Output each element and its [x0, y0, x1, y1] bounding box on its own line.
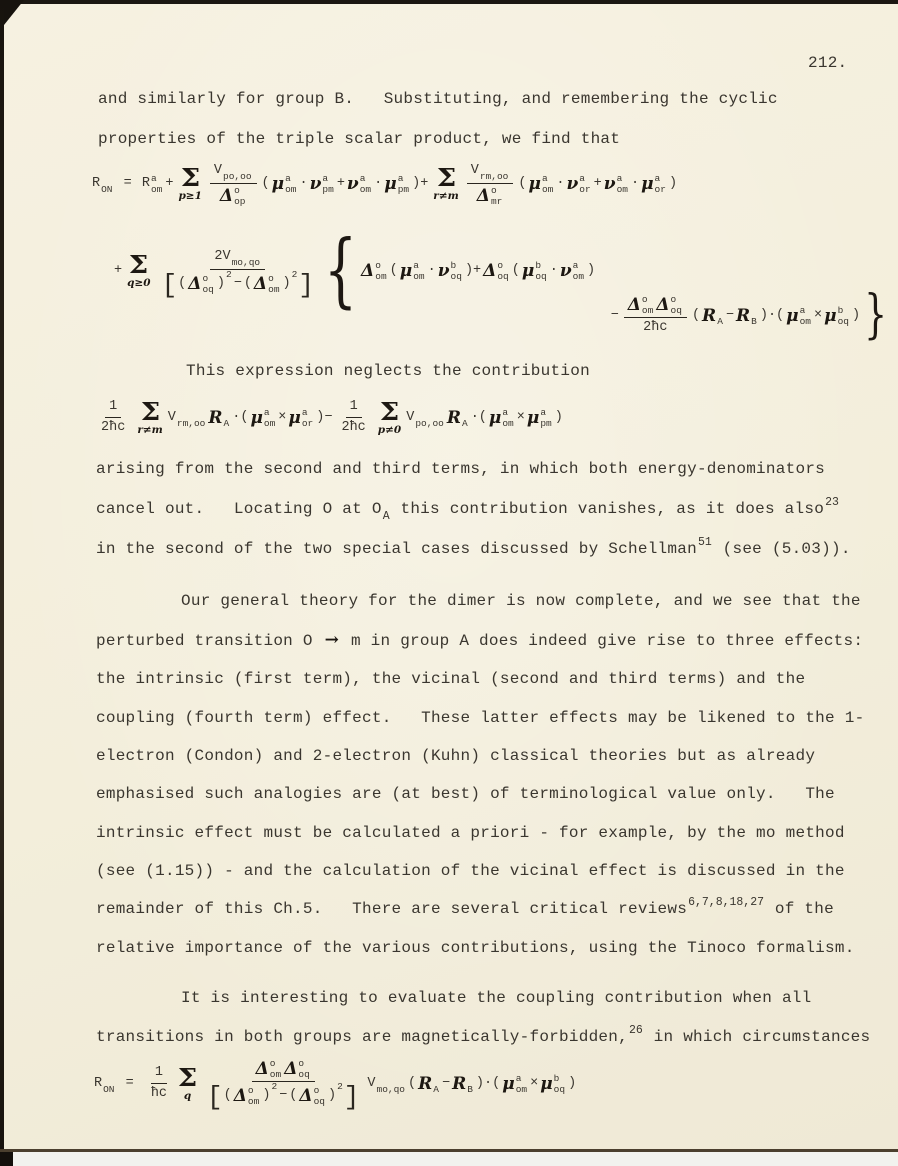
token-frac [97, 398, 129, 437]
token-t: )+ [412, 175, 429, 191]
token-ss: a pm [397, 172, 410, 195]
token-t: R [92, 175, 101, 191]
token-t: − [725, 307, 734, 323]
token-ss: a om [285, 172, 297, 195]
token-h: R [446, 407, 461, 428]
para4-line8 [95, 860, 846, 882]
token-t: + [165, 175, 174, 191]
token-t: )·( [759, 307, 785, 323]
token-t: = [117, 1075, 142, 1091]
para3-line3 [95, 538, 852, 562]
token-t: = [115, 175, 140, 191]
token-h: ν [566, 173, 579, 194]
token-ss: a om [502, 406, 514, 429]
equation-ron-line3 [610, 285, 890, 345]
token-t: 2ħc [643, 320, 668, 335]
token-h: μ [399, 261, 413, 281]
token-sup: 6,7,8,18,27 [688, 896, 765, 909]
token-sup: 2 [271, 1081, 278, 1092]
para4-line2 [95, 629, 864, 652]
token-t: ( [243, 275, 252, 291]
token-h: Δ [233, 1086, 247, 1106]
token-t: · [630, 175, 640, 191]
token-t: cancel out. Locating O at O [96, 500, 382, 518]
token-t: coupling (fourth term) effect. These latter effects may be likened to the 1- [96, 709, 865, 727]
token-ss: o om [375, 260, 387, 282]
token-t: 1 [349, 399, 358, 414]
token-t: R [94, 1075, 103, 1091]
token-h: ν [559, 261, 572, 281]
token-h: ν [309, 173, 322, 194]
token-sup: 2 [226, 268, 232, 280]
token-t: × [278, 409, 287, 425]
summation-sign: Σ r≠m [137, 396, 163, 436]
token-t: · [374, 175, 383, 191]
equation-ron-line1 [91, 160, 678, 207]
summation-sign: Σ p≥1 [178, 162, 202, 202]
token-h: Δ [219, 186, 234, 206]
token-sub: A [382, 510, 390, 523]
token-t: ) [668, 175, 678, 191]
token-t: ( [511, 263, 520, 278]
token-ss: mo,qo [376, 1083, 406, 1095]
token-h: μ [641, 173, 654, 194]
token-ss: a om [515, 1072, 528, 1095]
token-ss: b oq [450, 260, 462, 282]
token-t: ) [851, 307, 861, 323]
token-h: μ [526, 407, 540, 428]
token-ss: ON [101, 183, 113, 195]
token-h: R [208, 407, 223, 428]
token-ss: b oq [535, 260, 547, 282]
token-h: Δ [188, 273, 202, 294]
para3-line1 [95, 458, 826, 480]
token-frac [147, 1064, 171, 1103]
token-t: · [556, 175, 565, 191]
sentence-neglects-contribution [185, 360, 591, 382]
token-t: 2ħc [341, 420, 366, 435]
scan-background-strip [0, 1152, 898, 1166]
token-h: R [702, 305, 717, 326]
token-t: this contribution vanishes, as it does also [390, 500, 825, 518]
token-t: − [441, 1075, 451, 1091]
token-h: Δ [627, 295, 641, 315]
token-t: ) [568, 1075, 577, 1091]
token-h: R [452, 1073, 467, 1094]
token-t: ) [587, 263, 596, 278]
token-h: Δ [361, 261, 375, 281]
token-t: )− [316, 409, 333, 425]
token-t: transitions in both groups are magnetically-forbidden, [96, 1028, 628, 1046]
token-h: μ [824, 305, 837, 326]
token-t: × [814, 307, 823, 323]
token-ss: o om [269, 1058, 282, 1080]
token-t: × [530, 1075, 539, 1091]
token-t: 1 [154, 1065, 163, 1080]
token-t: − [610, 307, 619, 323]
scan-edge-top [0, 0, 898, 4]
token-t: · [427, 263, 436, 278]
token-h: μ [786, 305, 799, 326]
token-t: 2V [214, 248, 231, 264]
token-ss: o oq [202, 272, 214, 295]
para4-line5 [95, 745, 816, 767]
summation-sign: Σ r≠m [433, 162, 459, 202]
token-sup: 26 [628, 1024, 643, 1037]
token-t: remainder of this Ch.5. There are several critical reviews [96, 900, 688, 918]
equation-ron-line2 [113, 224, 596, 318]
token-frac [210, 160, 257, 207]
token-h: μ [488, 407, 502, 428]
token-t: emphasised such analogies are (at best) of terminological value only. The [96, 785, 835, 803]
token-ss: o om [247, 1085, 260, 1107]
token-t: ( [389, 263, 398, 278]
equation-ron-forbidden [93, 1058, 577, 1112]
para4-line3 [95, 668, 806, 690]
token-frac [337, 398, 369, 437]
token-ss: o oq [497, 260, 509, 282]
para4-line9 [95, 898, 835, 922]
scan-corner-bottom-left [0, 1152, 13, 1166]
token-t: arising from the second and third terms, in which both energy-denominators [96, 460, 826, 478]
token-ss: a om [413, 260, 425, 282]
token-t: ·( [232, 409, 249, 425]
token-h: ν [603, 173, 616, 194]
token-h: → [324, 630, 340, 650]
para4-line1 [180, 590, 862, 612]
token-t: V [470, 163, 479, 178]
token-t: ) [216, 275, 225, 291]
token-h: R [736, 305, 751, 326]
para1-line1 [97, 88, 779, 110]
token-t: − [279, 1088, 288, 1103]
token-h: μ [250, 407, 263, 428]
token-h: R [418, 1073, 433, 1094]
token-ss: a om [263, 406, 276, 429]
token-t: 1 [109, 399, 118, 414]
token-frac [204, 1058, 362, 1112]
token-t: (see (5.03)). [712, 540, 851, 558]
token-ss: a om [150, 172, 163, 195]
token-t: in which circumstances [643, 1028, 871, 1046]
token-t: ) [554, 409, 563, 425]
token-t: properties of the triple scalar product, we find that [98, 130, 621, 148]
token-h: μ [540, 1073, 553, 1094]
token-ss: a om [572, 260, 585, 282]
token-br: [ [207, 1082, 223, 1112]
token-h: μ [288, 407, 301, 428]
token-ss: o oq [298, 1058, 310, 1080]
token-h: Δ [284, 1059, 298, 1079]
token-ss: a om [541, 172, 554, 195]
token-ss: rm,oo [479, 171, 509, 182]
token-t: − [233, 275, 242, 291]
para3-line2 [95, 498, 839, 522]
para4-line10 [95, 937, 856, 959]
token-ss: rm,oo [176, 417, 206, 429]
token-br: ] [343, 1082, 360, 1112]
token-t: ) [282, 275, 291, 291]
token-frac [624, 294, 687, 337]
token-h: ν [437, 261, 450, 281]
token-t: )+ [464, 263, 482, 278]
token-ss: o oq [670, 294, 682, 316]
token-t: ( [261, 175, 270, 191]
token-t: It is interesting to evaluate the coupling contribution when all [181, 989, 812, 1007]
token-t: ) [327, 1088, 337, 1103]
token-t: Our general theory for the dimer is now complete, and we see that the [181, 592, 861, 610]
token-t: · [299, 175, 308, 191]
token-sup: 23 [825, 496, 839, 509]
token-ss: po,oo [223, 171, 252, 182]
token-h: μ [384, 173, 397, 194]
token-ss: B [467, 1083, 473, 1095]
token-ss: a om [799, 304, 812, 327]
token-ss: o oq [313, 1085, 325, 1107]
token-ss: a om [616, 172, 628, 195]
token-t: + [336, 175, 345, 191]
token-t: and similarly for group B. Substituting, and remembering the cyclic [98, 90, 778, 108]
token-h: Δ [476, 186, 490, 206]
token-ss: b oq [837, 304, 849, 327]
token-t: m in group A does indeed give rise to three effects: [341, 632, 864, 650]
token-t: electron (Condon) and 2-electron (Kuhn) classical theories but as already [96, 747, 816, 765]
token-ss: a or [654, 172, 666, 195]
token-t: perturbed transition O [96, 632, 323, 650]
token-t: × [516, 409, 525, 425]
token-h: μ [528, 173, 541, 194]
token-h: μ [502, 1073, 515, 1094]
token-ss: po,oo [415, 417, 444, 429]
token-ss: o mr [490, 185, 503, 207]
scan-edge-left [0, 0, 4, 1152]
token-t: of the [765, 900, 834, 918]
token-t: V [367, 1075, 376, 1091]
token-h: ν [346, 173, 359, 194]
token-t: ( [223, 1088, 232, 1103]
token-ss: b oq [553, 1072, 566, 1095]
token-h: Δ [656, 295, 670, 315]
token-t: + [114, 263, 123, 278]
token-t: ) [262, 1088, 271, 1103]
token-t: 2ħc [101, 420, 126, 435]
token-ss: A [223, 417, 230, 429]
token-br: ] [298, 269, 314, 300]
token-sup: 51 [697, 536, 712, 549]
token-h: μ [521, 261, 535, 281]
token-t: in the second of the two special cases discussed by Schellman [96, 540, 697, 558]
token-t: · [549, 263, 558, 278]
token-t: V [213, 163, 223, 178]
token-ss: B [751, 315, 757, 327]
token-ss: a pm [322, 172, 334, 195]
token-ss: A [433, 1083, 439, 1095]
token-h: Δ [253, 273, 268, 294]
token-t: ( [289, 1088, 298, 1103]
token-ss: a or [579, 172, 591, 195]
page-number: 212. [808, 54, 848, 72]
equation-neglected-terms [93, 398, 564, 437]
token-ss: o om [268, 272, 280, 295]
token-t: + [593, 175, 602, 191]
token-t: (see (1.15)) - and the calculation of the vicinal effect is discussed in the [96, 862, 845, 880]
token-sup: 2 [291, 268, 298, 280]
token-ss: mo,qo [231, 256, 261, 268]
token-t: relative importance of the various contributions, using the Tinoco formalism. [96, 939, 855, 957]
token-sup: 2 [337, 1081, 343, 1092]
token-t: )·( [475, 1075, 501, 1091]
para5-line2 [95, 1026, 871, 1050]
para5-line1 [180, 987, 813, 1009]
token-t: V [406, 409, 415, 425]
para4-line6 [95, 783, 836, 805]
token-t: the intrinsic (first term), the vicinal (second and third terms) and the [96, 670, 806, 688]
token-ss: o op [234, 185, 246, 207]
token-t: R [141, 175, 150, 191]
token-t: ·( [470, 409, 487, 425]
token-h: Δ [483, 261, 497, 281]
token-t: ( [691, 307, 701, 323]
token-frac [159, 246, 317, 300]
token-h: μ [271, 173, 285, 194]
summation-sign: Σ q [177, 1062, 198, 1102]
token-t: ħc [150, 1086, 168, 1101]
token-h: Δ [299, 1086, 313, 1106]
token-ss: a pm [540, 406, 552, 429]
summation-sign: Σ p≠0 [377, 396, 402, 436]
token-t: ( [408, 1075, 417, 1091]
token-ss: ON [103, 1083, 115, 1095]
token-br: [ [161, 269, 178, 300]
token-t: ( [518, 175, 527, 191]
summation-sign: Σ q≥0 [127, 250, 151, 289]
token-t: ( [178, 275, 187, 291]
token-frac [467, 160, 514, 207]
token-ss: A [717, 315, 723, 327]
para4-line4 [95, 707, 865, 729]
para1-line2 [97, 128, 621, 150]
para4-line7 [95, 822, 846, 844]
token-t: intrinsic effect must be calculated a priori - for example, by the mo method [96, 824, 845, 842]
token-ss: A [462, 417, 468, 429]
token-t: V [167, 409, 176, 425]
token-t: This expression neglects the contribution [186, 362, 590, 380]
token-ss: a om [359, 172, 372, 195]
token-brace: { [323, 224, 358, 318]
token-ss: o om [641, 294, 654, 316]
token-h: Δ [255, 1059, 269, 1079]
token-ss: a or [301, 406, 314, 429]
token-brace: } [864, 285, 887, 345]
